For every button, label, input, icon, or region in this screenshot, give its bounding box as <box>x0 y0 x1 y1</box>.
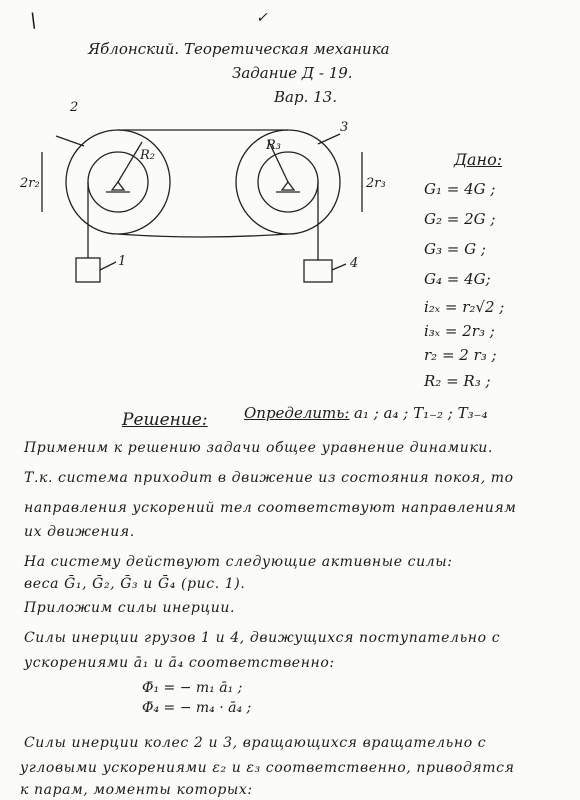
label-weight-1: 1 <box>118 254 127 269</box>
solution-line: ускорениями ā₁ и ā₄ соответственно: <box>24 655 335 671</box>
wheel-2-leader <box>56 136 84 146</box>
given-item: G₄ = 4G; <box>424 270 491 288</box>
weight-4 <box>304 260 332 282</box>
solution-line: направления ускорений тел соответствуют направлениям <box>24 500 517 516</box>
solution-line: к парам, моменты которых: <box>20 782 253 798</box>
label-wheel-3: 3 <box>340 120 349 135</box>
given-item: R₂ = R₃ ; <box>424 372 491 390</box>
weight-1 <box>76 258 100 282</box>
given-item: G₂ = 2G ; <box>424 210 496 228</box>
header-variant: Вар. 13. <box>274 88 337 106</box>
label-weight-4: 4 <box>350 256 359 271</box>
find-value: a₁ ; a₄ ; T₁₋₂ ; T₃₋₄ <box>354 404 488 422</box>
header-task: Задание Д - 19. <box>232 64 353 82</box>
given-item: r₂ = 2 r₃ ; <box>424 346 497 364</box>
solution-line: Силы инерции грузов 1 и 4, движущихся поступательно с <box>24 630 501 646</box>
label-R3: R₃ <box>266 138 281 153</box>
label-R2: R₂ <box>140 148 155 163</box>
label-2r3: 2r₃ <box>366 176 386 191</box>
solution-line: их движения. <box>24 524 135 540</box>
belt-bottom <box>118 234 288 237</box>
wheel-3-support <box>276 182 300 192</box>
solution-line: угловыми ускорениями ε₂ и ε₃ соответственно, приводятся <box>20 760 515 776</box>
formula-inertia-1: Φ̄₁ = − m₁ ā₁ ; <box>142 680 243 696</box>
corner-mark: \ <box>30 8 37 32</box>
solution-line: Т.к. система приходит в движение из состояния покоя, то <box>24 470 514 486</box>
given-title: Дано: <box>454 150 503 169</box>
given-item: i₃ₓ = 2r₃ ; <box>424 322 495 340</box>
given-item: i₂ₓ = r₂√2 ; <box>424 298 505 316</box>
header-author-title: Яблонский. Теоретическая механика <box>88 40 390 58</box>
top-mark: ✓ <box>256 10 268 26</box>
formula-inertia-4: Φ̄₄ = − m₄ · ā₄ ; <box>142 700 252 716</box>
weight-1-leader <box>100 262 116 270</box>
weight-4-leader <box>332 264 346 270</box>
given-item: G₁ = 4G ; <box>424 180 496 198</box>
wheel-2-radius <box>118 142 142 182</box>
given-item: G₃ = G ; <box>424 240 486 258</box>
solution-line: Силы инерции колес 2 и 3, вращающихся вращательно с <box>24 735 487 751</box>
solution-line: Применим к решению задачи общее уравнение динамики. <box>24 440 493 456</box>
wheel-3-leader <box>318 134 340 144</box>
solution-title: Решение: <box>122 410 208 430</box>
solution-line: На систему действуют следующие активные силы: <box>24 554 453 570</box>
find-label: Определить: <box>244 404 350 422</box>
wheel-2-support <box>106 182 130 192</box>
solution-line: веса Ḡ₁, Ḡ₂, Ḡ₃ и Ḡ₄ (рис. 1). <box>24 576 246 592</box>
solution-line: Приложим силы инерции. <box>24 600 236 616</box>
label-wheel-2: 2 <box>70 100 79 115</box>
label-2r2: 2r₂ <box>20 176 40 191</box>
